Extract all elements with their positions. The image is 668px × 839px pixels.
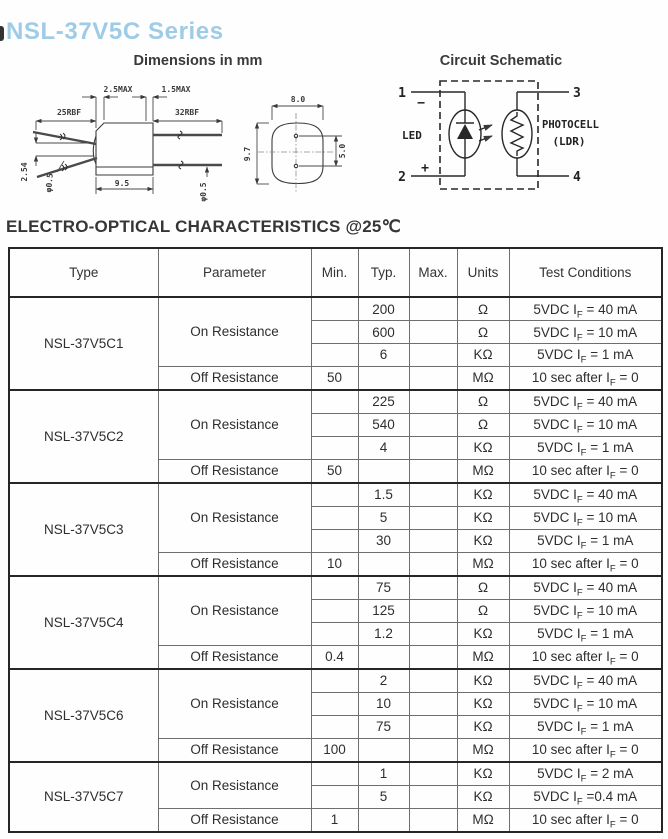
pin-4-label: 4: [573, 170, 581, 185]
type-cell: NSL-37V5C1: [9, 297, 158, 390]
dim-left-lead: 25RBF: [56, 108, 82, 117]
section-heading: ELECTRO-OPTICAL CHARACTERISTICS @25℃: [6, 217, 401, 236]
max-cell: [409, 343, 457, 366]
column-header: Type: [9, 248, 158, 297]
units-cell: MΩ: [457, 552, 509, 576]
max-cell: [409, 366, 457, 390]
end-view-drawing: [243, 95, 347, 193]
schematic-dashed-box: [440, 81, 538, 189]
typ-cell: [358, 459, 409, 483]
type-cell: NSL-37V5C3: [9, 483, 158, 576]
table-row: [9, 297, 662, 321]
dim-chamfer: 2.5MAX: [103, 85, 133, 94]
max-cell: [409, 762, 457, 786]
min-cell: [311, 622, 358, 645]
column-header: Units: [457, 248, 509, 297]
cond-cell: 5VDC $I_F = 2$ mA: [509, 762, 662, 786]
param-cell: On Resistance: [158, 390, 311, 459]
cond-cell: 5VDC $I_F = 10$ mA: [509, 414, 662, 437]
max-cell: [409, 390, 457, 414]
max-cell: [409, 436, 457, 459]
min-cell: [311, 297, 358, 321]
max-cell: [409, 669, 457, 693]
typ-cell: 4: [358, 436, 409, 459]
param-cell: On Resistance: [158, 297, 311, 366]
column-header: Min.: [311, 248, 358, 297]
cond-cell: 5VDC $I_F = 40$ mA: [509, 483, 662, 507]
units-cell: MΩ: [457, 808, 509, 832]
min-cell: [311, 321, 358, 344]
max-cell: [409, 321, 457, 344]
cond-cell: 5VDC $I_F =0.4$ mA: [509, 785, 662, 808]
dimensions-label: Dimensions in mm: [133, 53, 263, 69]
units-cell: Ω: [457, 576, 509, 600]
param-cell: On Resistance: [158, 576, 311, 645]
param-cell: Off Resistance: [158, 808, 311, 832]
typ-cell: 10: [358, 692, 409, 715]
max-cell: [409, 599, 457, 622]
dim-end-width: 8.0: [290, 95, 306, 104]
typ-cell: [358, 552, 409, 576]
eo-characteristics-table: [8, 247, 663, 833]
max-cell: [409, 297, 457, 321]
dim-lead-dia-right: φ0.5: [199, 182, 208, 202]
cond-cell: 10 sec after $I_F = 0$: [509, 738, 662, 762]
units-cell: KΩ: [457, 343, 509, 366]
max-cell: [409, 692, 457, 715]
dim-tip: 1.5MAX: [161, 85, 191, 94]
table-row: [9, 483, 662, 507]
cond-cell: 5VDC $I_F = 10$ mA: [509, 599, 662, 622]
cond-cell: 5VDC $I_F = 1$ mA: [509, 622, 662, 645]
typ-cell: 5: [358, 506, 409, 529]
table-row: [9, 669, 662, 693]
max-cell: [409, 785, 457, 808]
typ-cell: 5: [358, 785, 409, 808]
scan-artifact: [0, 26, 4, 41]
max-cell: [409, 529, 457, 552]
cond-cell: 10 sec after $I_F = 0$: [509, 808, 662, 832]
param-cell: Off Resistance: [158, 459, 311, 483]
typ-cell: [358, 645, 409, 669]
min-cell: [311, 692, 358, 715]
min-cell: [311, 436, 358, 459]
min-cell: [311, 414, 358, 437]
pin-2-label: 2: [398, 170, 406, 185]
cond-cell: 5VDC $I_F = 1$ mA: [509, 436, 662, 459]
cond-cell: 5VDC $I_F = 40$ mA: [509, 390, 662, 414]
ldr-label: (LDR): [552, 135, 586, 148]
min-cell: 50: [311, 366, 358, 390]
typ-cell: 75: [358, 576, 409, 600]
units-cell: KΩ: [457, 762, 509, 786]
typ-cell: [358, 366, 409, 390]
dim-pin-span: 5.0: [338, 143, 347, 159]
param-cell: On Resistance: [158, 669, 311, 738]
pin-3-label: 3: [573, 86, 581, 101]
min-cell: [311, 715, 358, 738]
cond-cell: 5VDC $I_F = 10$ mA: [509, 321, 662, 344]
cond-cell: 5VDC $I_F = 10$ mA: [509, 692, 662, 715]
param-cell: Off Resistance: [158, 552, 311, 576]
cond-cell: 10 sec after $I_F = 0$: [509, 645, 662, 669]
page-title: NSL-37V5C Series: [6, 18, 224, 45]
units-cell: KΩ: [457, 692, 509, 715]
led-label: LED: [402, 129, 422, 142]
min-cell: 1: [311, 808, 358, 832]
pin-1-label: 1: [398, 86, 406, 101]
type-cell: NSL-37V5C6: [9, 669, 158, 762]
dim-right-lead: 32RBF: [174, 108, 200, 117]
min-cell: [311, 576, 358, 600]
side-view-drawing: [20, 85, 222, 202]
photocell-label: PHOTOCELL: [542, 119, 599, 131]
cond-cell: 10 sec after $I_F = 0$: [509, 552, 662, 576]
units-cell: MΩ: [457, 738, 509, 762]
units-cell: KΩ: [457, 622, 509, 645]
dim-lead-pitch: 2.54: [20, 162, 29, 182]
column-header: Max.: [409, 248, 457, 297]
typ-cell: 1.5: [358, 483, 409, 507]
max-cell: [409, 414, 457, 437]
min-cell: 0.4: [311, 645, 358, 669]
param-cell: Off Resistance: [158, 366, 311, 390]
cond-cell: 5VDC $I_F = 1$ mA: [509, 343, 662, 366]
diode-triangle: [457, 124, 473, 139]
end-view-outline: [272, 123, 323, 184]
min-cell: 100: [311, 738, 358, 762]
cond-cell: 5VDC $I_F = 40$ mA: [509, 669, 662, 693]
param-cell: On Resistance: [158, 762, 311, 808]
min-cell: 10: [311, 552, 358, 576]
units-cell: Ω: [457, 390, 509, 414]
circuit-schematic: [398, 81, 599, 189]
typ-cell: 540: [358, 414, 409, 437]
min-cell: [311, 506, 358, 529]
min-cell: [311, 669, 358, 693]
typ-cell: 75: [358, 715, 409, 738]
max-cell: [409, 576, 457, 600]
units-cell: KΩ: [457, 436, 509, 459]
param-cell: On Resistance: [158, 483, 311, 552]
max-cell: [409, 506, 457, 529]
min-cell: [311, 599, 358, 622]
units-cell: KΩ: [457, 506, 509, 529]
min-cell: 50: [311, 459, 358, 483]
column-header: Typ.: [358, 248, 409, 297]
dim-lead-dia-left: φ0.5: [44, 172, 55, 193]
max-cell: [409, 738, 457, 762]
column-header: Parameter: [158, 248, 311, 297]
table-row: [9, 762, 662, 786]
units-cell: KΩ: [457, 785, 509, 808]
max-cell: [409, 459, 457, 483]
max-cell: [409, 552, 457, 576]
typ-cell: 600: [358, 321, 409, 344]
type-cell: NSL-37V5C7: [9, 762, 158, 832]
column-header: Test Conditions: [509, 248, 662, 297]
dim-end-height: 9.7: [243, 146, 252, 162]
max-cell: [409, 715, 457, 738]
resistor-zigzag: [511, 112, 523, 156]
max-cell: [409, 645, 457, 669]
cond-cell: 10 sec after $I_F = 0$: [509, 366, 662, 390]
type-cell: NSL-37V5C2: [9, 390, 158, 483]
units-cell: KΩ: [457, 483, 509, 507]
typ-cell: [358, 808, 409, 832]
units-cell: MΩ: [457, 645, 509, 669]
units-cell: MΩ: [457, 366, 509, 390]
type-cell: NSL-37V5C4: [9, 576, 158, 669]
param-cell: Off Resistance: [158, 645, 311, 669]
min-cell: [311, 785, 358, 808]
typ-cell: 125: [358, 599, 409, 622]
cond-cell: 5VDC $I_F = 1$ mA: [509, 715, 662, 738]
min-cell: [311, 483, 358, 507]
units-cell: KΩ: [457, 529, 509, 552]
units-cell: Ω: [457, 414, 509, 437]
schematic-label: Circuit Schematic: [439, 53, 563, 69]
typ-cell: 30: [358, 529, 409, 552]
cond-cell: 5VDC $I_F = 10$ mA: [509, 506, 662, 529]
typ-cell: 2: [358, 669, 409, 693]
typ-cell: 225: [358, 390, 409, 414]
units-cell: Ω: [457, 321, 509, 344]
cond-cell: 5VDC $I_F = 1$ mA: [509, 529, 662, 552]
typ-cell: 1: [358, 762, 409, 786]
cond-cell: 5VDC $I_F = 40$ mA: [509, 576, 662, 600]
min-cell: [311, 343, 358, 366]
units-cell: KΩ: [457, 715, 509, 738]
min-cell: [311, 529, 358, 552]
technical-drawings: [0, 70, 668, 220]
min-cell: [311, 762, 358, 786]
param-cell: Off Resistance: [158, 738, 311, 762]
typ-cell: 200: [358, 297, 409, 321]
table-row: [9, 390, 662, 414]
units-cell: MΩ: [457, 459, 509, 483]
lead-hole-bottom: [294, 164, 297, 167]
units-cell: KΩ: [457, 669, 509, 693]
units-cell: Ω: [457, 599, 509, 622]
typ-cell: [358, 738, 409, 762]
minus-sign: −: [417, 96, 425, 111]
max-cell: [409, 808, 457, 832]
table-row: [9, 576, 662, 600]
max-cell: [409, 483, 457, 507]
cond-cell: 10 sec after $I_F = 0$: [509, 459, 662, 483]
plus-sign: +: [421, 161, 429, 176]
units-cell: Ω: [457, 297, 509, 321]
cond-cell: 5VDC $I_F = 40$ mA: [509, 297, 662, 321]
max-cell: [409, 622, 457, 645]
dim-body-width: 9.5: [114, 179, 130, 188]
typ-cell: 1.2: [358, 622, 409, 645]
typ-cell: 6: [358, 343, 409, 366]
min-cell: [311, 390, 358, 414]
